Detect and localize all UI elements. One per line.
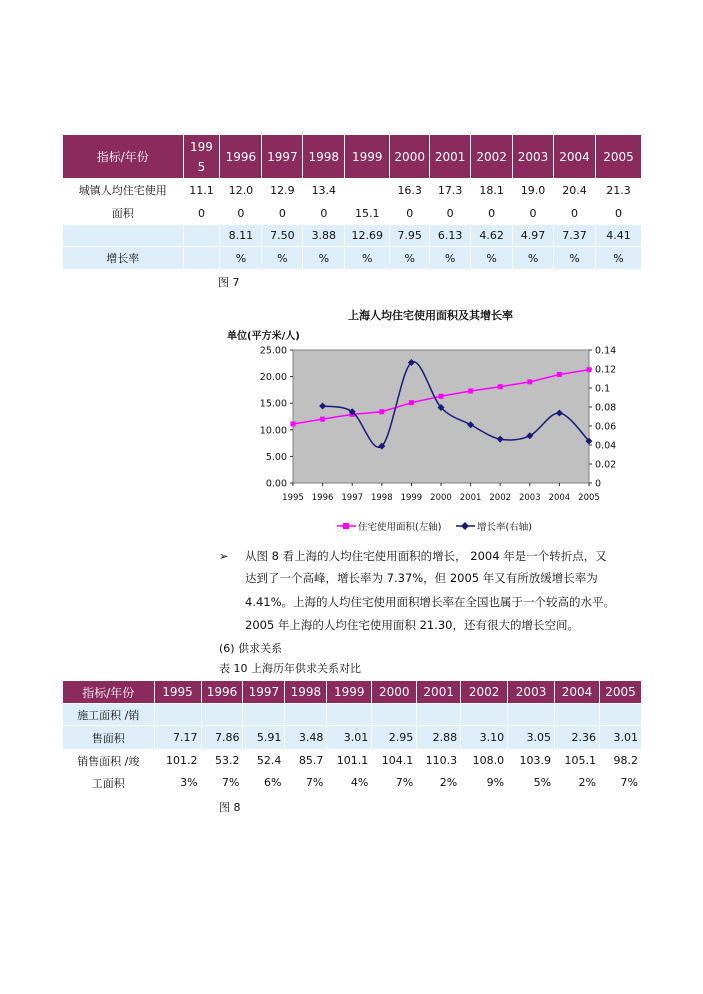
table-cell (183, 225, 220, 247)
header-cell: 2005 (599, 681, 641, 704)
table-cell: 12.9 (262, 179, 303, 202)
table-cell: 3% (154, 772, 201, 794)
header-cell: 2000 (372, 681, 417, 704)
table-cell (201, 704, 243, 726)
table-cell: 16.3 (390, 179, 430, 202)
table-cell: 12.0 (220, 179, 262, 202)
table-cell: % (345, 247, 390, 270)
x-tick-label: 2003 (518, 493, 541, 503)
table-cell: 7% (285, 772, 327, 794)
paragraph-line: 达到了一个高峰，增长率为 7.37%，但 2005 年又有所放缓增长率为 (245, 571, 598, 585)
row-label: 增长率 (63, 247, 184, 270)
table-cell: % (262, 247, 303, 270)
table-cell (327, 704, 372, 726)
table-cell: 7.95 (390, 225, 430, 247)
table-row (63, 726, 642, 750)
chart-title: 上海人均住宅使用面积及其增长率 (348, 309, 513, 322)
right-tick-label: 0.04 (595, 440, 617, 452)
table-cell: 0 (471, 202, 513, 225)
table-cell: % (430, 247, 471, 270)
table-cell: 8.11 (220, 225, 262, 247)
table-cell: 17.3 (430, 179, 471, 202)
area-point (527, 379, 532, 384)
table-cell: 2% (417, 772, 461, 794)
table-cell: 0 (220, 202, 262, 225)
header-cell: 2005 (595, 135, 641, 179)
header-cell: 2004 (554, 135, 596, 179)
x-tick-label: 1999 (400, 493, 423, 503)
paragraph-line: 2005 年上海的人均住宅使用面积 21.30，还有很大的增长空间。 (245, 618, 579, 632)
x-tick-label: 2005 (578, 493, 600, 503)
table-cell: 2.36 (555, 726, 600, 750)
table-cell: 7% (599, 772, 641, 794)
table-cell (285, 704, 327, 726)
table-cell: 0 (390, 202, 430, 225)
header-cell: 1996 (201, 681, 243, 704)
table-cell: 52.4 (243, 750, 285, 772)
table-cell: % (513, 247, 554, 270)
growth-point (378, 443, 385, 450)
growth-point (408, 359, 415, 366)
table-cell: 7% (372, 772, 417, 794)
table-cell: 0 (513, 202, 554, 225)
x-tick-label: 2000 (430, 493, 452, 503)
paragraph-line: 从图 8 看上海的人均住宅使用面积的增长， 2004 年是一个转折点，又 (245, 549, 607, 563)
header-cell: 指标/年份 (63, 681, 155, 704)
table-row (63, 225, 642, 247)
header-cell: 2003 (508, 681, 555, 704)
table-cell: 4.41 (595, 225, 641, 247)
y-axis-label: 单位(平方米/人) (227, 331, 300, 342)
table-cell (345, 179, 390, 202)
table-cell (154, 704, 201, 726)
header-cell: 2001 (417, 681, 461, 704)
table-row (63, 202, 642, 225)
area-series-line (293, 370, 589, 424)
table-cell (183, 247, 220, 270)
area-point (587, 367, 592, 372)
left-tick-label: 5.00 (265, 451, 287, 463)
table-cell: 0 (554, 202, 596, 225)
table-cell: 0 (430, 202, 471, 225)
table-cell: 4.97 (513, 225, 554, 247)
header-cell: 1997 (262, 135, 303, 179)
supply-demand-table (62, 680, 642, 794)
right-tick-label: 0.14 (595, 345, 617, 357)
area-point (320, 417, 325, 422)
figure-caption: 图 8 (219, 801, 241, 814)
table-cell: 103.9 (508, 750, 555, 772)
area-point (409, 400, 414, 405)
table-cell: 0 (303, 202, 345, 225)
header-cell: 1999 (345, 135, 390, 179)
right-tick-label: 0.08 (595, 402, 617, 414)
table-cell (243, 704, 285, 726)
x-tick-label: 1995 (282, 493, 304, 503)
table-cell: % (595, 247, 641, 270)
header-cell: 1995 (154, 681, 201, 704)
figure-caption: 图 7 (218, 276, 240, 289)
left-tick-label: 10.00 (259, 425, 287, 437)
section-heading: (6) 供求关系 (219, 642, 283, 655)
table-cell: 85.7 (285, 750, 327, 772)
growth-point (438, 404, 445, 411)
header-cell: 1998 (285, 681, 327, 704)
x-tick-label: 2004 (548, 493, 571, 503)
x-tick-label: 1997 (341, 493, 364, 503)
table-cell: 0 (262, 202, 303, 225)
table-cell: 13.4 (303, 179, 345, 202)
area-point (468, 388, 473, 393)
area-point (291, 421, 296, 426)
table-cell (461, 704, 508, 726)
table-row (63, 247, 642, 270)
x-tick-label: 2001 (459, 493, 482, 503)
table-cell: 6.13 (430, 225, 471, 247)
header-cell: 指标/年份 (63, 135, 184, 179)
table-cell: 53.2 (201, 750, 243, 772)
area-point (379, 409, 384, 414)
x-tick-label: 1998 (370, 493, 393, 503)
header-cell: 1997 (243, 681, 285, 704)
header-cell: 2004 (555, 681, 600, 704)
table-cell: 2.95 (372, 726, 417, 750)
table-cell: 3.10 (461, 726, 508, 750)
header-cell: 2001 (430, 135, 471, 179)
table-cell (372, 704, 417, 726)
row-label: 面积 (63, 202, 184, 225)
table-cell: 98.2 (599, 750, 641, 772)
header-cell: 1999 (327, 681, 372, 704)
table-cell (508, 704, 555, 726)
table-cell: 101.1 (327, 750, 372, 772)
table-cell: % (303, 247, 345, 270)
table-cell: 101.2 (154, 750, 201, 772)
right-tick-label: 0 (595, 478, 602, 490)
table-cell: 7.86 (201, 726, 243, 750)
growth-point (556, 409, 563, 416)
header-cell: 2002 (471, 135, 513, 179)
growth-point (526, 432, 533, 439)
bullet-icon: ➢ (219, 549, 229, 563)
left-tick-label: 15.00 (259, 398, 287, 410)
table-cell: 104.1 (372, 750, 417, 772)
table-cell: % (471, 247, 513, 270)
growth-series-line (323, 362, 589, 448)
table-cell (555, 704, 600, 726)
row-label: 工面积 (63, 772, 155, 794)
table-cell: 9% (461, 772, 508, 794)
legend-marker-growth (461, 522, 469, 530)
header-cell: 1998 (303, 135, 345, 179)
left-tick-label: 25.00 (259, 345, 287, 357)
legend-label-growth: 增长率(右轴) (477, 522, 532, 533)
area-point (350, 412, 355, 417)
area-point (498, 384, 503, 389)
table-cell: 4.62 (471, 225, 513, 247)
right-tick-label: 0.12 (595, 364, 617, 376)
legend-label-area: 住宅使用面积(左轴) (358, 522, 442, 533)
table-cell (599, 704, 641, 726)
row-label: 销售面积 /竣 (63, 750, 155, 772)
table-cell: 105.1 (555, 750, 600, 772)
table-cell: 2% (555, 772, 600, 794)
table-row (63, 704, 642, 726)
table-header-row (63, 681, 642, 704)
table-cell: 3.01 (599, 726, 641, 750)
table-cell: 3.01 (327, 726, 372, 750)
table-row (63, 750, 642, 772)
table-cell (417, 704, 461, 726)
plot-area (293, 350, 589, 483)
table-cell: 11.1 (183, 179, 220, 202)
table-cell: % (220, 247, 262, 270)
table-cell: 7% (201, 772, 243, 794)
area-point (439, 394, 444, 399)
table-cell: 110.3 (417, 750, 461, 772)
row-label (63, 225, 184, 247)
table-row (63, 179, 642, 202)
row-label: 售面积 (63, 726, 155, 750)
legend-marker-area (343, 523, 349, 529)
row-label: 施工面积 /销 (63, 704, 155, 726)
table-row (63, 772, 642, 794)
table-cell: 12.69 (345, 225, 390, 247)
table-cell: 6% (243, 772, 285, 794)
table-cell: % (390, 247, 430, 270)
right-tick-label: 0.06 (595, 421, 617, 433)
table-cell: 4% (327, 772, 372, 794)
table-cell: 15.1 (345, 202, 390, 225)
table-cell: 108.0 (461, 750, 508, 772)
table-cell: 20.4 (554, 179, 596, 202)
header-cell: 2003 (513, 135, 554, 179)
table-title: 表 10 上海历年供求关系对比 (219, 662, 361, 675)
right-tick-label: 0.02 (595, 459, 617, 471)
area-point (557, 372, 562, 377)
growth-point (497, 436, 504, 443)
table-cell: 2.88 (417, 726, 461, 750)
table-cell: 21.3 (595, 179, 641, 202)
growth-point (319, 402, 326, 409)
table-cell: 7.50 (262, 225, 303, 247)
table-cell: 3.88 (303, 225, 345, 247)
table-cell: 18.1 (471, 179, 513, 202)
row-label: 城镇人均住宅使用 (63, 179, 184, 202)
table-cell: 5.91 (243, 726, 285, 750)
growth-point (349, 408, 356, 415)
header-cell: 199 5 (183, 135, 220, 179)
table-header-row (63, 135, 642, 179)
table-cell: 5% (508, 772, 555, 794)
left-tick-label: 20.00 (259, 372, 287, 384)
right-tick-label: 0.1 (595, 383, 611, 395)
table-cell: 3.48 (285, 726, 327, 750)
growth-point (467, 421, 474, 428)
header-cell: 2002 (461, 681, 508, 704)
paragraph-line: 4.41%。上海的人均住宅使用面积增长率在全国也属于一个较高的水平。 (245, 595, 616, 609)
table-cell: % (554, 247, 596, 270)
table-cell: 0 (183, 202, 220, 225)
table-cell: 7.37 (554, 225, 596, 247)
x-tick-label: 1996 (311, 493, 334, 503)
growth-point (586, 438, 593, 445)
x-tick-label: 2002 (489, 493, 512, 503)
table-cell: 0 (595, 202, 641, 225)
header-cell: 2000 (390, 135, 430, 179)
area-table (62, 134, 642, 270)
left-tick-label: 0.00 (265, 478, 287, 490)
table-cell: 7.17 (154, 726, 201, 750)
table-cell: 19.0 (513, 179, 554, 202)
header-cell: 1996 (220, 135, 262, 179)
table-cell: 3.05 (508, 726, 555, 750)
